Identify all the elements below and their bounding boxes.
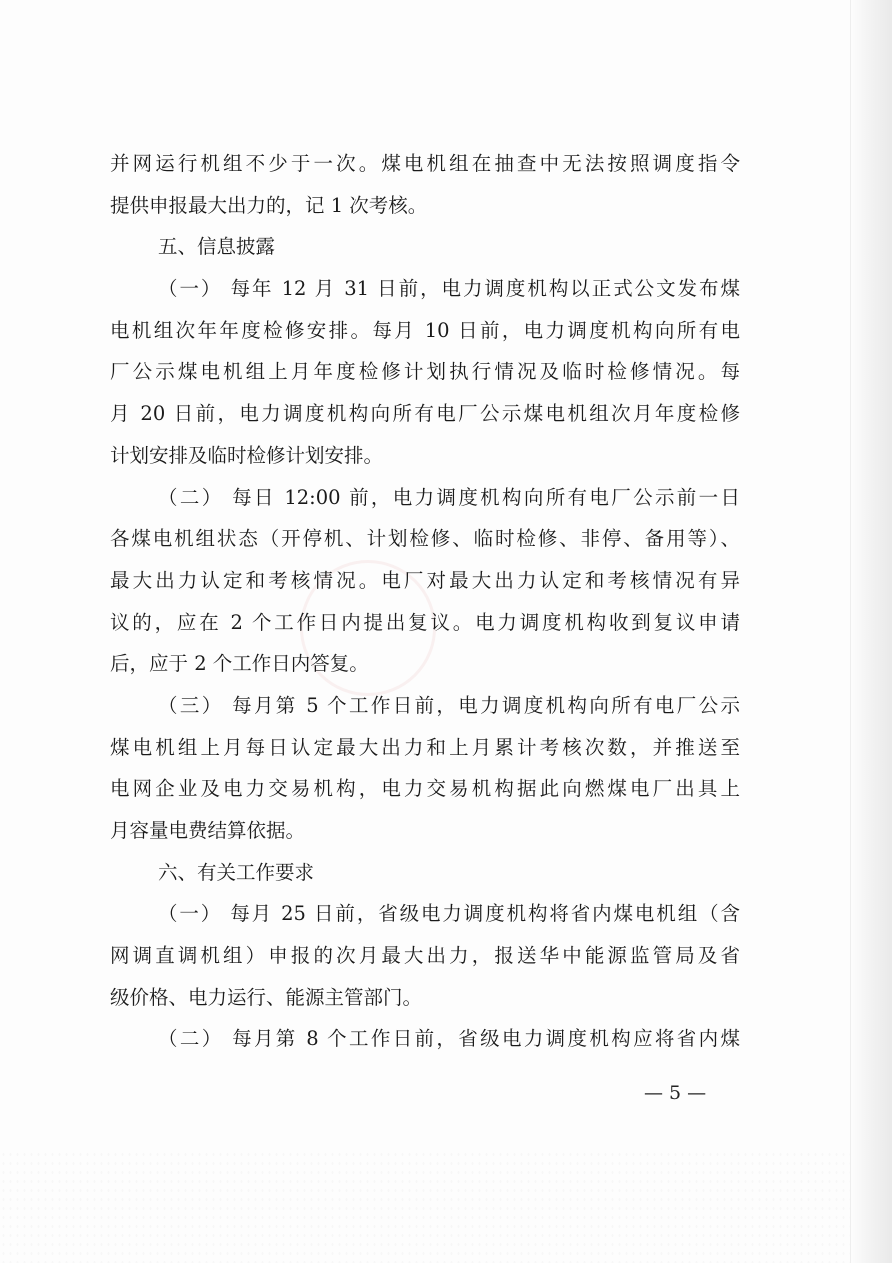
body-line: 月 20 日前，电力调度机构向所有电厂公示煤电机组次月年度检修 [110, 402, 740, 426]
body-line: 电网企业及电力交易机构，电力交易机构据此向燃煤电厂出具上 [110, 777, 740, 801]
scan-edge-line [850, 0, 851, 1263]
body-line: （二） 每月第 8 个工作日前，省级电力调度机构应将省内煤 [158, 1027, 740, 1051]
body-line: 级价格、电力运行、能源主管部门。 [110, 985, 423, 1009]
body-line: 网调直调机组）申报的次月最大出力，报送华中能源监管局及省 [110, 944, 740, 968]
body-line: 最大出力认定和考核情况。电厂对最大出力认定和考核情况有异 [110, 568, 740, 592]
body-line: （三） 每月第 5 个工作日前，电力调度机构向所有电厂公示 [158, 693, 740, 717]
body-line: 厂公示煤电机组上月年度检修计划执行情况及临时检修情况。每 [110, 360, 740, 384]
body-line: （一） 每年 12 月 31 日前，电力调度机构以正式公文发布煤 [158, 277, 740, 301]
scan-noise [0, 1150, 850, 1263]
body-line: 并网运行机组不少于一次。煤电机组在抽查中无法按照调度指令 [110, 152, 740, 175]
body-line: 议的，应在 2 个工作日内提出复议。电力调度机构收到复议申请 [110, 610, 740, 634]
body-line: 计划安排及临时检修计划安排。 [110, 443, 384, 467]
document-body [110, 143, 740, 1060]
scan-edge-shadow [850, 0, 892, 1263]
body-line: 电机组次年年度检修安排。每月 10 日前，电力调度机构向所有电 [110, 318, 740, 342]
body-line: 煤电机组上月每日认定最大出力和上月累计考核次数，并推送至 [110, 735, 740, 759]
page-number: — 5 — [644, 1082, 707, 1104]
body-line: （一） 每月 25 日前，省级电力调度机构将省内煤电机组（含 [158, 902, 740, 926]
body-line: 月容量电费结算依据。 [110, 819, 306, 842]
body-line: 各煤电机组状态（开停机、计划检修、临时检修、非停、备用等）、 [110, 527, 740, 551]
section-heading-5: 五、信息披露 [158, 235, 276, 259]
body-line: 后，应于 2 个工作日内答复。 [110, 652, 369, 676]
section-heading-6: 六、有关工作要求 [158, 860, 315, 884]
body-line: 提供申报最大出力的，记 1 次考核。 [110, 193, 428, 217]
body-line: （二） 每日 12:00 前，电力调度机构向所有电厂公示前一日 [158, 485, 740, 509]
